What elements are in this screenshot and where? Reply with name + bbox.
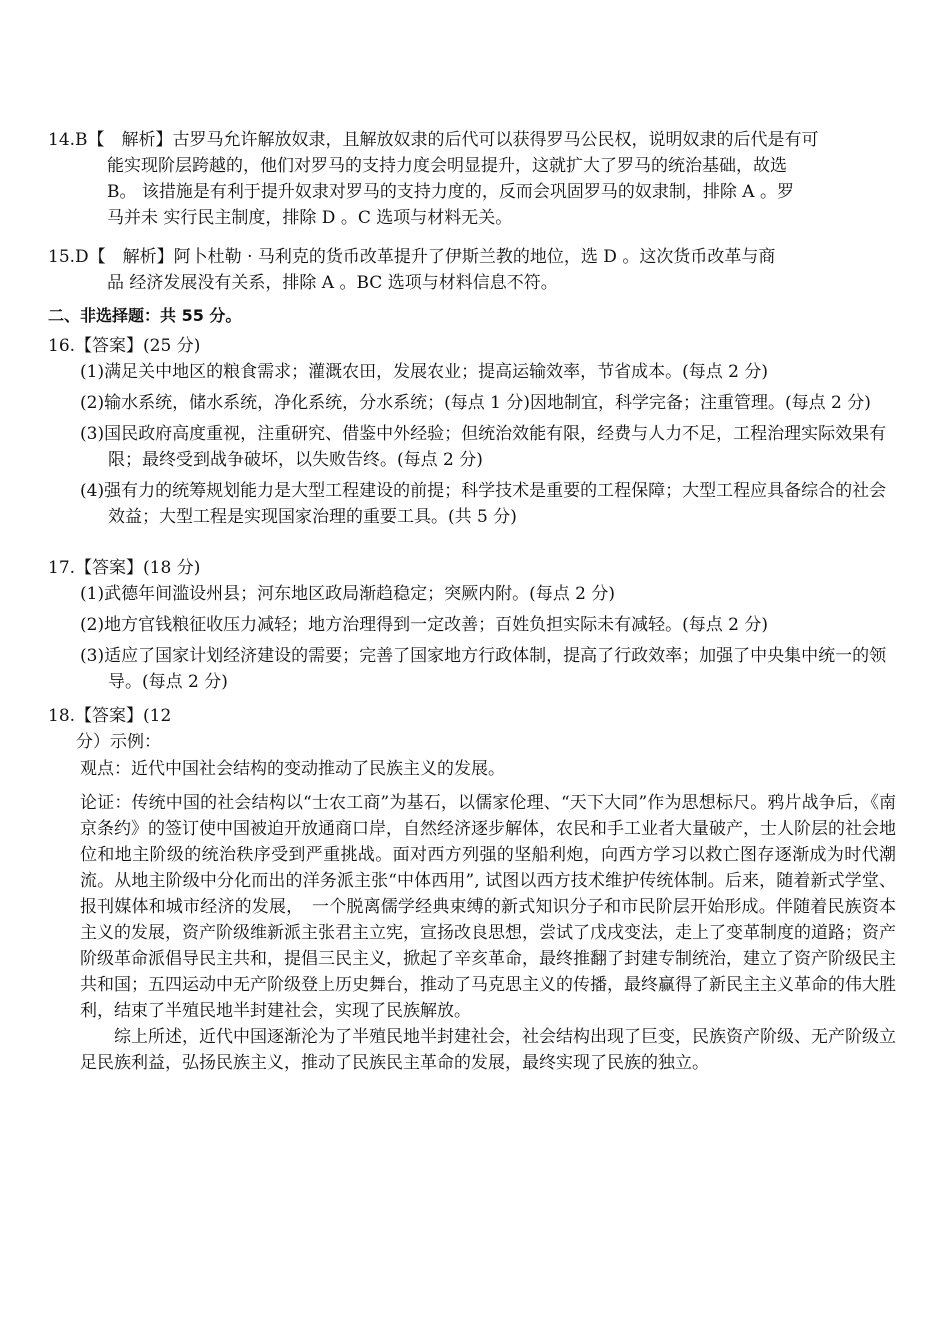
q16-item-3: (3)国民政府高度重视，注重研究、借鉴中外经验；但统治效能有限，经费与人力不足，工程治理实际效果有限；最终受到战争破坏，以失败告终。(每点 2 分): [80, 424, 887, 470]
q15-line-2: 品 经济发展没有关系，排除 A 。BC 选项与材料信息不符。: [107, 273, 558, 293]
q14-line-4: 马并未 实行民主制度，排除 D 。C 选项与材料无关。: [107, 208, 513, 228]
q16-item-1: (1)满足关中地区的粮食需求；灌溉农田，发展农业；提高运输效率，节省成本。(每点 2 分): [80, 362, 768, 382]
q18-argument: 论证：传统中国的社会结构以“士农工商”为基石，以儒家伦理、“天下大同”作为思想标尺。鸦片战争后，《南京条约》的签订使中国被迫开放通商口岸，自然经济逐步解体，农民和手工业者大量破产，士人阶层的社会地位和地主阶级的统治秩序受到严重挑战。面对西方列强的坚船利炮，向西方学习以救亡图存逐渐成为时代潮流。从地主阶级中分化而出的洋务派主张“中体西用”, 试图以西方技术维护传统体制。后来，随着新式学堂、报刊媒体和城市经济的发展， 一个脱离儒学经典束缚的新式知识分子和市民阶层开始形成。伴随着民族资本主义的发展，资产阶级维新派主张君主立宪，宣扬改良思想，尝试了戊戌变法，走上了变革制度的道路；资产阶级革命派倡导民主共和，提倡三民主义，掀起了辛亥革命，最终推翻了封建专制统治，建立了资产阶级民主共和国；五四运动中无产阶级登上历史舞台，推动了马克思主义的传播，最终赢得了新民主主义革命的伟大胜利，结束了半殖民地半封建社会，实现了民族解放。: [80, 793, 896, 1021]
q16-head: 16.【答案】(25 分): [48, 336, 201, 356]
q17-head: 17.【答案】(18 分): [48, 558, 201, 578]
q17-item-2: (2)地方官钱粮征收压力减轻；地方治理得到一定改善；百姓负担实际未有减轻。(每点 2 分): [80, 615, 768, 635]
q18-essay: [80, 756, 896, 1076]
q14-line-3: B。 该措施是有利于提升奴隶对罗马的支持力度的，反而会巩固罗马的奴隶制，排除 A 。罗: [107, 182, 794, 202]
q16-item-2: (2)输水系统，储水系统，净化系统，分水系统；(每点 1 分)因地制宜，科学完备；注重管理。(每点 2 分): [80, 393, 871, 413]
q18-viewpoint: 观点：近代中国社会结构的变动推动了民族主义的发展。: [80, 759, 505, 779]
q17-answers: [80, 581, 896, 695]
question-15-analysis: [48, 244, 896, 296]
q17-item-3: (3)适应了国家计划经济建设的需要；完善了国家地方行政体制，提高了行政效率；加强了中央集中统一的领导。(每点 2 分): [80, 646, 887, 692]
q16-item-4: (4)强有力的统筹规划能力是大型工程建设的前提；科学技术是重要的工程保障；大型工程应具备综合的社会效益；大型工程是实现国家治理的重要工具。(共 5 分): [80, 481, 887, 527]
q16-answers: [80, 359, 896, 530]
q14-line-1: 14.B【 解析】古罗马允许解放奴隶，且解放奴隶的后代可以获得罗马公民权，说明奴隶的后代是有可: [48, 130, 819, 150]
q18-head: [48, 703, 896, 755]
q18-head-line-2: 分）示例：: [76, 732, 161, 752]
question-14-analysis: [48, 127, 896, 231]
q15-line-1: 15.D【 解析】阿卜杜勒 · 马利克的货币改革提升了伊斯兰教的地位，选 D 。这次货币改革与商: [48, 247, 776, 267]
q18-head-line-1: 18.【答案】(12: [48, 706, 172, 726]
q17-item-1: (1)武德年间滥设州县；河东地区政局渐趋稳定；突厥内附。(每点 2 分): [80, 584, 615, 604]
q14-line-2: 能实现阶层跨越的，他们对罗马的支持力度会明显提升，这就扩大了罗马的统治基础，故选: [107, 156, 787, 176]
q18-conclusion: 综上所述，近代中国逐渐沦为了半殖民地半封建社会，社会结构出现了巨变，民族资产阶级、无产阶级立足民族利益，弘扬民族主义，推动了民族民主革命的发展，最终实现了民族的独立。: [80, 1027, 896, 1073]
section-heading: 二、非选择题：共 55 分。: [48, 306, 242, 325]
